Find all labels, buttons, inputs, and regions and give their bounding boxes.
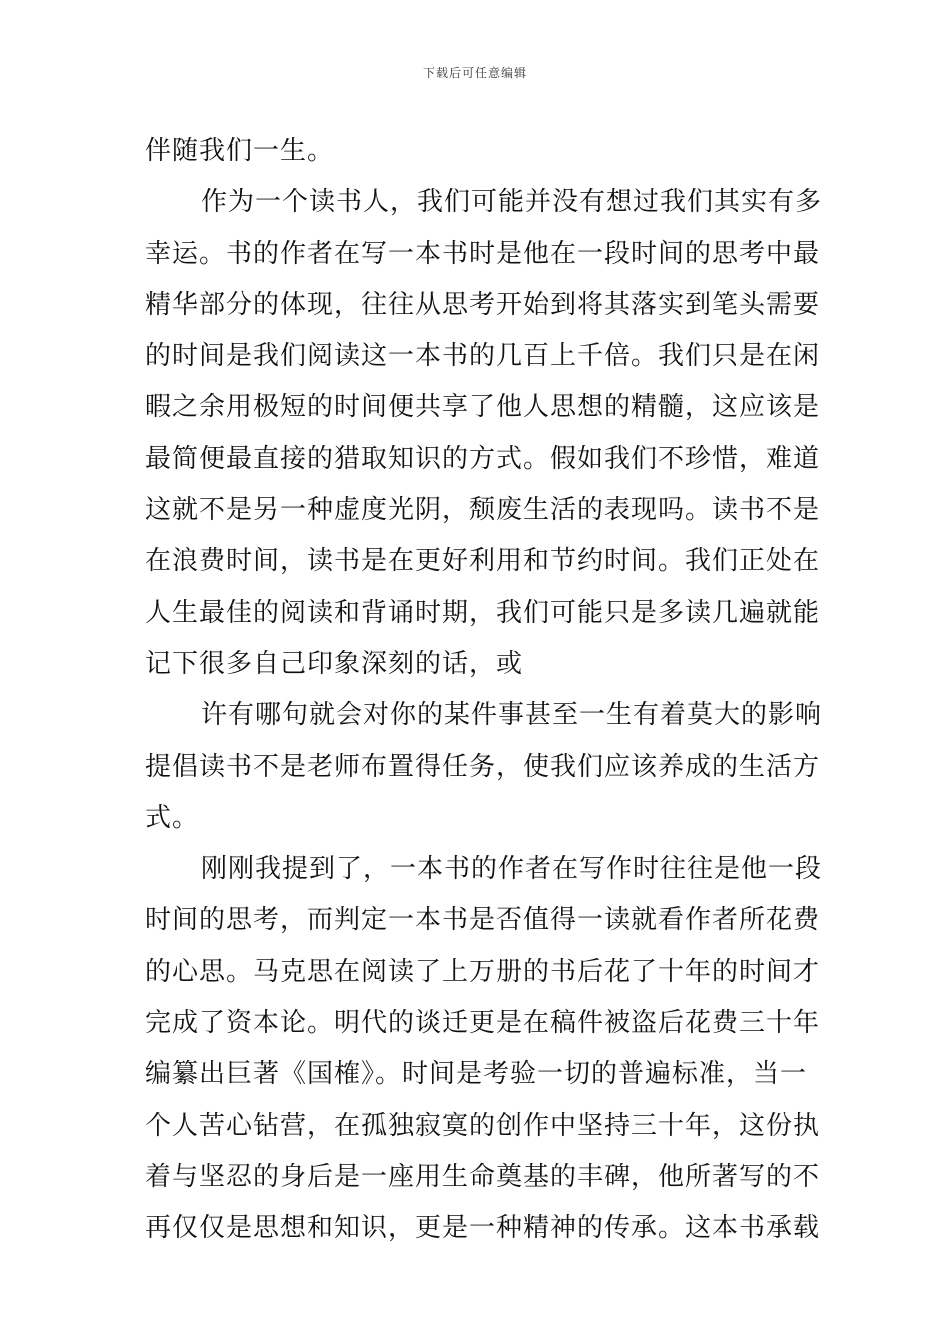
text-line: 完成了资本论。明代的谈迁更是在稿件被盗后花费三十年 [145, 1008, 821, 1039]
text-line: 幸运。书的作者在写一本书时是他在一段时间的思考中最 [145, 238, 821, 269]
text-line: 的时间是我们阅读这一本书的几百上千倍。我们只是在闲 [145, 341, 821, 372]
text-line: 再仅仅是思想和知识，更是一种精神的传承。这本书承载 [145, 1213, 821, 1244]
text-line: 个人苦心钻营，在孤独寂寞的创作中坚持三十年，这份执 [145, 1110, 821, 1141]
text-line: 刚刚我提到了，一本书的作者在写作时往往是他一段 [201, 854, 823, 885]
text-line: 伴随我们一生。 [145, 136, 335, 166]
text-line: 的心思。马克思在阅读了上万册的书后花了十年的时间才 [145, 956, 821, 987]
text-line: 这就不是另一种虚度光阴，颓废生活的表现吗。读书不是 [145, 495, 821, 526]
text-line: 作为一个读书人，我们可能并没有想过我们其实有多 [201, 187, 823, 218]
document-body [145, 126, 823, 1255]
text-line: 许有哪句就会对你的某件事甚至一生有着莫大的影响 [201, 700, 823, 731]
page-header: 下载后可任意编辑 [422, 66, 527, 80]
text-line: 提倡读书不是老师布置得任务，使我们应该养成的生活方 [145, 751, 821, 782]
text-line: 编纂出巨著《国榷》。时间是考验一切的普遍标准，当一 [145, 1059, 808, 1090]
text-line: 着与坚忍的身后是一座用生命奠基的丰碑，他所著写的不 [145, 1161, 821, 1192]
text-line: 式。 [145, 802, 200, 833]
text-line: 时间的思考，而判定一本书是否值得一读就看作者所花费 [145, 905, 821, 936]
text-line: 记下很多自己印象深刻的话，或 [145, 648, 524, 679]
text-line: 人生最佳的阅读和背诵时期，我们可能只是多读几遍就能 [145, 597, 821, 628]
text-line: 暇之余用极短的时间便共享了他人思想的精髓，这应该是 [145, 392, 821, 423]
text-line: 在浪费时间，读书是在更好利用和节约时间。我们正处在 [145, 546, 821, 577]
text-line: 最简便最直接的猎取知识的方式。假如我们不珍惜，难道 [145, 443, 821, 474]
text-line: 精华部分的体现，往往从思考开始到将其落实到笔头需要 [145, 289, 821, 320]
